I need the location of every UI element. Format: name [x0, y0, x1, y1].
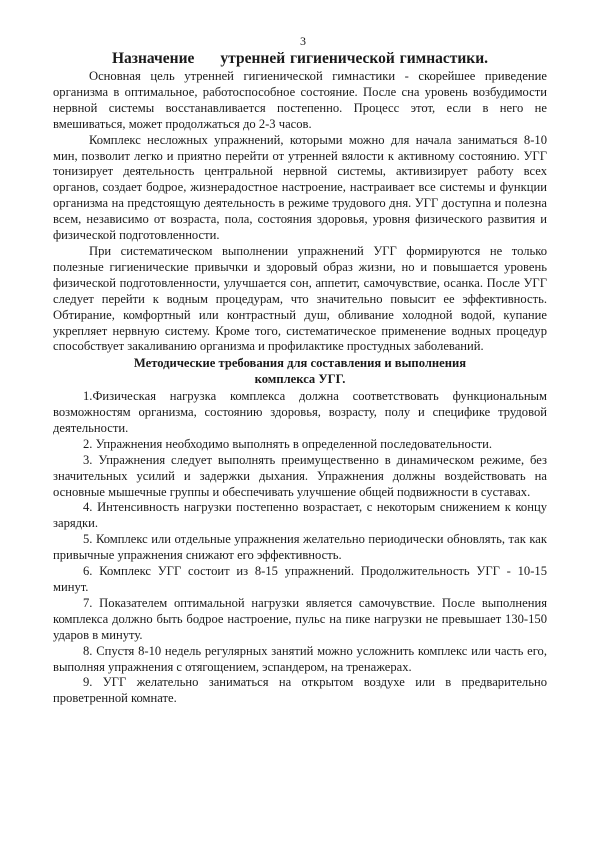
- intro-paragraph-1: Основная цель утренней гигиенической гимнастики - скорейшее приведение организма в оптимальное, работоспособное состояние. После сна уровень возбудимости нервной системы восстанавливается постепенно. Процесс этот, если в него не вмешиваться, может продолжаться до 2-3 часов.: [53, 69, 547, 131]
- title-part-1: Назначение: [111, 50, 195, 67]
- requirement-item-8: 8. Спустя 8-10 недель регулярных занятий можно усложнить комплекс или часть его, выполняя упражнения с отягощением, эспандером, на тренажерах.: [53, 643, 547, 674]
- requirement-item-7: 7. Показателем оптимальной нагрузки является самочувствие. После выполнения комплекса должно быть бодрое настроение, пульс на пике нагрузки не превышает 130-150 ударов в минуту.: [53, 595, 547, 642]
- requirement-item-9: 9. УГГ желательно заниматься на открытом воздухе или в предварительно проветренной комнате.: [53, 675, 547, 706]
- requirement-item-3: 3. Упражнения следует выполнять преимущественно в динамическом режиме, без значительных усилий и задержки дыхания. Упражнения должны воздействовать на основные мышечные группы и обеспечивать улучшение общей подвижности в суставах.: [53, 452, 547, 499]
- intro-paragraph-3: При систематическом выполнении упражнений УГГ формируются не только полезные гигиенические привычки и здоровый образ жизни, но и повышается уровень физической подготовленности, улучшается сон, аппетит, самочувствие, осанка. После УГГ следует перейти к водным процедурам, что значительно повысит ее эффективность. Обтирание, комфортный или контрастный душ, обливание холодной водой, купание укрепляет нервную систему. Кроме того, систематическое применение водных процедур способствует закаливанию организма и профилактике простудных заболеваний.: [53, 243, 547, 354]
- requirement-item-4: 4. Интенсивность нагрузки постепенно возрастает, с некоторым снижением к концу зарядки.: [53, 500, 547, 531]
- requirement-item-1: 1.Физическая нагрузка комплекса должна соответствовать функциональным возможностям организма, состоянию здоровья, возрасту, полу и специфике трудовой деятельности.: [53, 389, 547, 435]
- intro-paragraph-2: Комплекс несложных упражнений, которыми можно для начала заниматься 8-10 мин, позволит легко и приятно перейти от утренней вялости к активному состоянию. УГГ тонизирует деятельность центральной нервной системы, активизирует работу всех органов, создает бодрое, жизнерадостное настроение, настраивает все системы и функции организма на предстоящую деятельность в режиме трудового дня. УГГ доступна и полезна всем, независимо от возраста, пола, состояния здоровья, уровня физического развития и физической подготовленности.: [53, 132, 547, 243]
- section-subtitle: [53, 356, 547, 388]
- page-number: 3: [300, 34, 306, 48]
- subtitle-line-1: Методические требования для составления и выполнения: [133, 356, 467, 371]
- requirement-item-5: 5. Комплекс или отдельные упражнения желательно периодически обновлять, так как привычные упражнения снижают его эффективность.: [53, 532, 547, 563]
- requirement-item-2: 2. Упражнения необходимо выполнять в определенной последовательности.: [83, 436, 493, 451]
- subtitle-line-2: комплекса УГГ.: [254, 372, 346, 387]
- requirements-list: [53, 389, 547, 707]
- page-title: [53, 49, 547, 68]
- requirement-item-6: 6. Комплекс УГГ состоит из 8-15 упражнений. Продолжительность УГГ - 10-15 минут.: [53, 564, 547, 594]
- intro-section: [53, 69, 547, 355]
- title-part-2: утренней гигиенической гимнастики.: [220, 50, 489, 67]
